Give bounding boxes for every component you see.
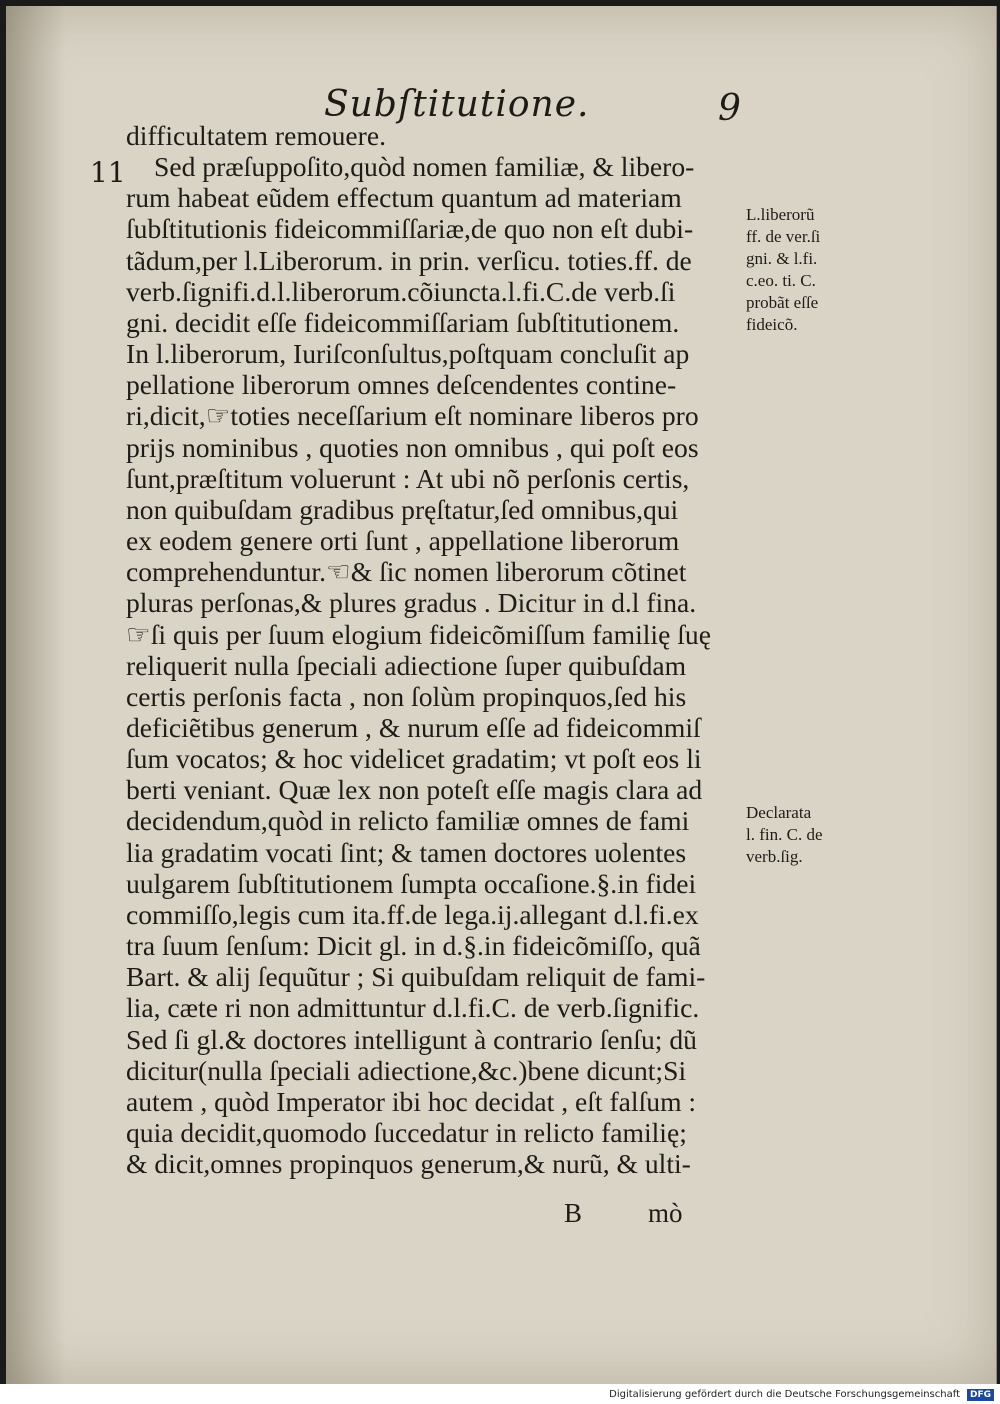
text-line: berti veniant. Quæ lex non poteſt eſſe magis clara ad [126, 774, 703, 806]
text-line: ſubſtitutionis fideicommiſſariæ,de quo non eſt dubi- [126, 213, 694, 245]
margin-note-declarata [746, 802, 823, 868]
section-number: 11 [90, 156, 126, 189]
text-line: uulgarem ſubſtitutionem ſumpta occaſione.§.in fidei [126, 867, 697, 899]
text-line: lia gradatim vocati ſint; & tamen doctores uolentes [126, 836, 687, 868]
text-line: difficultatem remouere. [126, 120, 386, 151]
text-line: ☞ſi quis per ſuum elogium fideicõmiſſum familię ſuę [126, 618, 711, 650]
text-line: deficiẽtibus generum , & nurum eſſe ad fideicommiſ [126, 711, 701, 743]
margin-note-line: gni. & l.fi. [746, 249, 818, 268]
text-line: verb.ſignifi.d.l.liberorum.cõiuncta.l.fi.C.de verb.ſi [126, 275, 676, 307]
text-line: Bart. & alij ſequũtur ; Si quibuſdam reliquit de fami- [126, 961, 706, 993]
text-line: certis perſonis facta , non ſolùm propinquos,ſed his [126, 680, 687, 712]
text-line: ſunt,præſtitum voluerunt : At ubi nõ perſonis certis, [126, 462, 690, 494]
text-line: pluras perſonas,& plures gradus . Dicitur in d.l fina. [126, 587, 697, 619]
dfg-logo-icon: DFG [967, 1389, 994, 1401]
text-line: quia decidit,quomodo ſuccedatur in relicto familię; [126, 1117, 687, 1148]
margin-note-line: Declarata [746, 803, 812, 822]
margin-note-line: fideicõ. [746, 315, 798, 334]
book-page [6, 6, 997, 1384]
margin-note-line: probãt eſſe [746, 293, 819, 312]
funding-credit: Digitalisierung gefördert durch die Deutsche Forschungsgemeinschaft [609, 1389, 960, 1400]
text-line: ex eodem genere orti ſunt , appellatione liberorum [126, 525, 680, 557]
text-line: tra ſuum ſenſum: Dicit gl. in d.§.in fideicõmiſſo, quã [126, 930, 701, 962]
text-line: Sed præſuppoſito,quòd nomen familiæ, & libero- [154, 151, 695, 183]
text-line: pellatione liberorum omnes deſcendentes contine- [126, 369, 677, 401]
text-line: Sed ſi gl.& doctores intelligunt à contrario ſenſu; dũ [126, 1023, 697, 1055]
text-line: dicitur(nulla ſpeciali adiectione,&c.)bene dicunt;Si [126, 1054, 687, 1086]
signature-mark: B [564, 1198, 583, 1228]
margin-note-line: c.eo. ti. C. [746, 271, 816, 290]
margin-note-liberorum [746, 204, 820, 336]
catchword: mò [648, 1198, 683, 1228]
running-head: Subſtitutione. [324, 84, 590, 125]
text-line: ſum vocatos; & hoc videlicet gradatim; vt poſt eos li [126, 743, 702, 775]
text-line: gni. decidit eſſe fideicommiſſariam ſubſtitutionem. [126, 306, 680, 338]
text-line: lia, cæte ri non admittuntur d.l.fi.C. de verb.ſignific. [126, 992, 700, 1024]
footer-bar [0, 1384, 1000, 1404]
margin-note-line: L.liberorũ [746, 205, 815, 224]
margin-note-line: ff. de ver.ſi [746, 227, 821, 246]
text-line: tãdum,per l.Liberorum. in prin. verſicu. toties.ff. de [126, 244, 692, 276]
text-line: In l.liberorum, Iuriſconſultus,poſtquam concluſit ap [126, 338, 690, 370]
margin-note-line: verb.ſig. [746, 847, 803, 866]
text-line: commiſſo,legis cum ita.ff.de lega.ij.allegant d.l.fi.ex [126, 898, 699, 930]
text-line: comprehenduntur.☜& ſic nomen liberorum cõtinet [126, 556, 687, 588]
text-line: autem , quòd Imperator ibi hoc decidat , eſt falſum : [126, 1085, 697, 1117]
page-number: 9 [718, 88, 741, 129]
text-line: non quibuſdam gradibus pręſtatur,ſed omnibus,qui [126, 493, 679, 525]
text-line: reliquerit nulla ſpeciali adiectione ſuper quibuſdam [126, 649, 687, 681]
text-line: prijs nominibus , quoties non omnibus , qui poſt eos [126, 431, 699, 463]
margin-note-line: l. fin. C. de [746, 825, 823, 844]
text-line: rum habeat eũdem effectum quantum ad materiam [126, 182, 682, 214]
text-line: ri,dicit,☞toties neceſſarium eſt nominare liberos pro [126, 400, 699, 432]
text-line: & dicit,omnes propinquos generum,& nurũ, & ulti- [126, 1148, 691, 1180]
body-text [126, 120, 746, 1179]
text-line: decidendum,quòd in relicto familiæ omnes de fami [126, 805, 690, 837]
